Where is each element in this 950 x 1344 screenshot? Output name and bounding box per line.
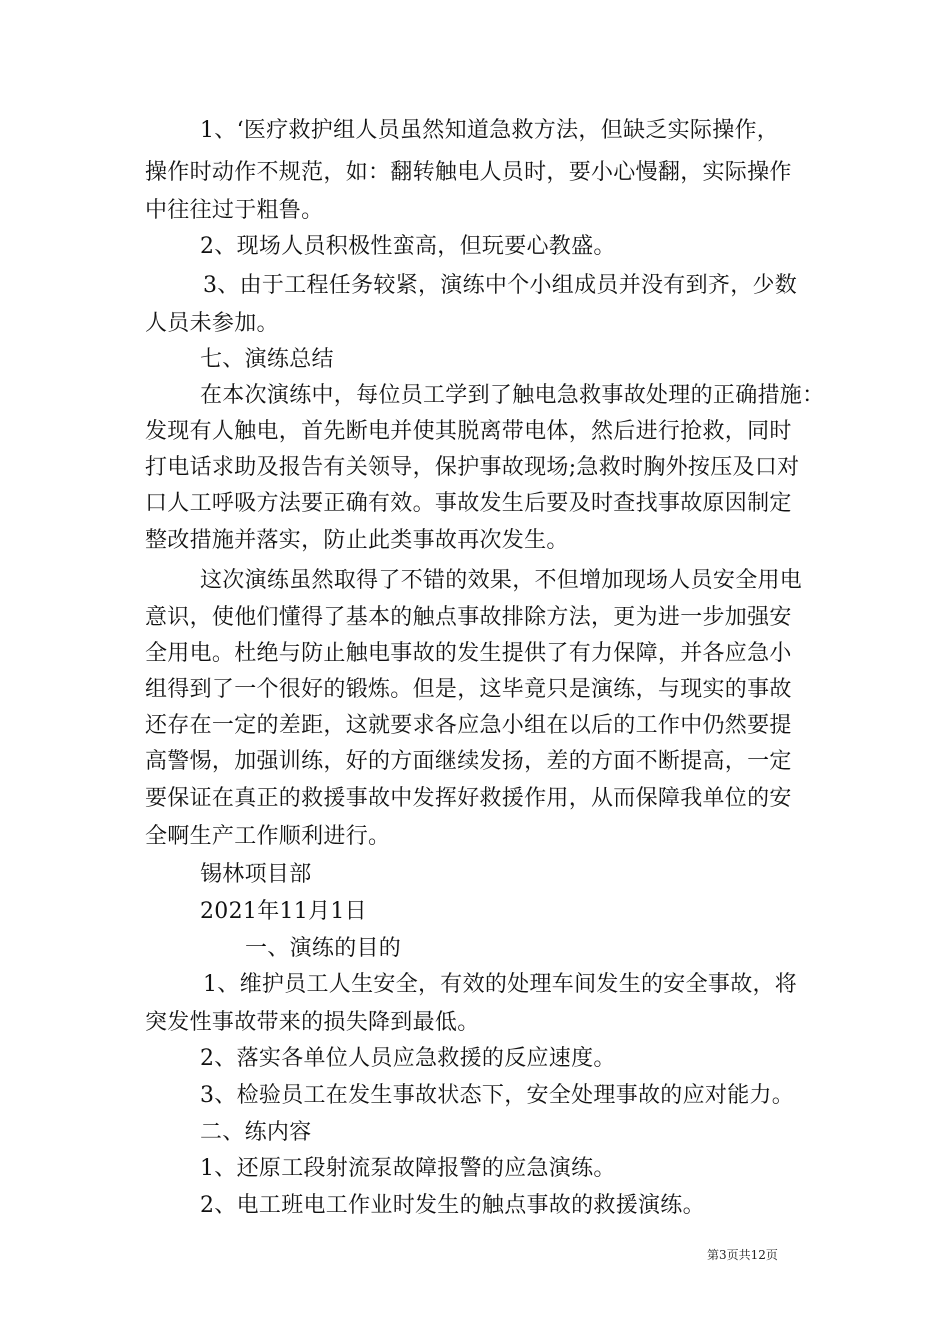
- text-line: 在本次演练中，每位员工学到了触电急救事故处理的正确措施：: [200, 383, 825, 408]
- text-line: 操作时动作不规范，如：翻转触电人员时，要小心慢翻，实际操作: [145, 160, 792, 185]
- text-line: 意识，使他们懂得了基本的触点事故排除方法，更为进一步加强安: [145, 605, 792, 630]
- text-line: 高警惕，加强训练，好的方面继续发扬，差的方面不断提高，一定: [145, 749, 792, 774]
- section-heading: 七、演练总结: [200, 347, 334, 372]
- text-line: 1、维护员工人生安全，有效的处理车间发生的安全事故，将: [203, 972, 798, 997]
- text-line: 突发性事故带来的损失降到最低。: [145, 1010, 480, 1035]
- text-line: 2、落实各单位人员应急救援的反应速度。: [200, 1046, 616, 1071]
- text-line: 组得到了一个很好的锻炼。但是，这毕竟只是演练，与现实的事故: [145, 677, 792, 702]
- text-line: 口人工呼吸方法要正确有效。事故发生后要及时查找事故原因制定: [145, 491, 792, 516]
- text-line: 3、由于工程任务较紧，演练中个小组成员并没有到齐，少数: [203, 273, 798, 298]
- text-line: 人员未参加。: [145, 311, 279, 336]
- text-line: 1、‘医疗救护组人员虽然知道急救方法，但缺乏实际操作，: [200, 118, 780, 143]
- text-line: 中往往过于粗鲁。: [145, 198, 324, 223]
- text-line: 整改措施并落实，防止此类事故再次发生。: [145, 528, 569, 553]
- text-line: 3、检验员工在发生事故状态下，安全处理事故的应对能力。: [200, 1083, 795, 1108]
- section-heading: 一、演练的目的: [245, 936, 402, 961]
- signature-date: 2021年11月1日: [200, 899, 367, 924]
- text-line: 发现有人触电，首先断电并使其脱离带电体，然后进行抢救，同时: [145, 419, 792, 444]
- text-line: 这次演练虽然取得了不错的效果，不但增加现场人员安全用电: [200, 568, 803, 593]
- text-line: 全啊生产工作顺利进行。: [145, 824, 391, 849]
- text-line: 2、现场人员积极性蛮高，但玩要心教盛。: [200, 234, 616, 259]
- text-line: 全用电。杜绝与防止触电事故的发生提供了有力保障，并各应急小: [145, 641, 792, 666]
- page-number: 第3页共12页: [707, 1248, 778, 1262]
- text-line: 要保证在真正的救援事故中发挥好救援作用，从而保障我单位的安: [145, 786, 792, 811]
- signature-org: 锡林项目部: [200, 862, 312, 887]
- text-line: 1、还原工段射流泵故障报警的应急演练。: [200, 1156, 616, 1181]
- text-line: 还存在一定的差距，这就要求各应急小组在以后的工作中仍然要提: [145, 713, 792, 738]
- text-line: 打电话求助及报告有关领导，保护事故现场;急救时胸外按压及口对: [145, 455, 800, 480]
- text-line: 2、电工班电工作业时发生的触点事故的救援演练。: [200, 1193, 705, 1218]
- section-heading: 二、练内容: [200, 1120, 312, 1145]
